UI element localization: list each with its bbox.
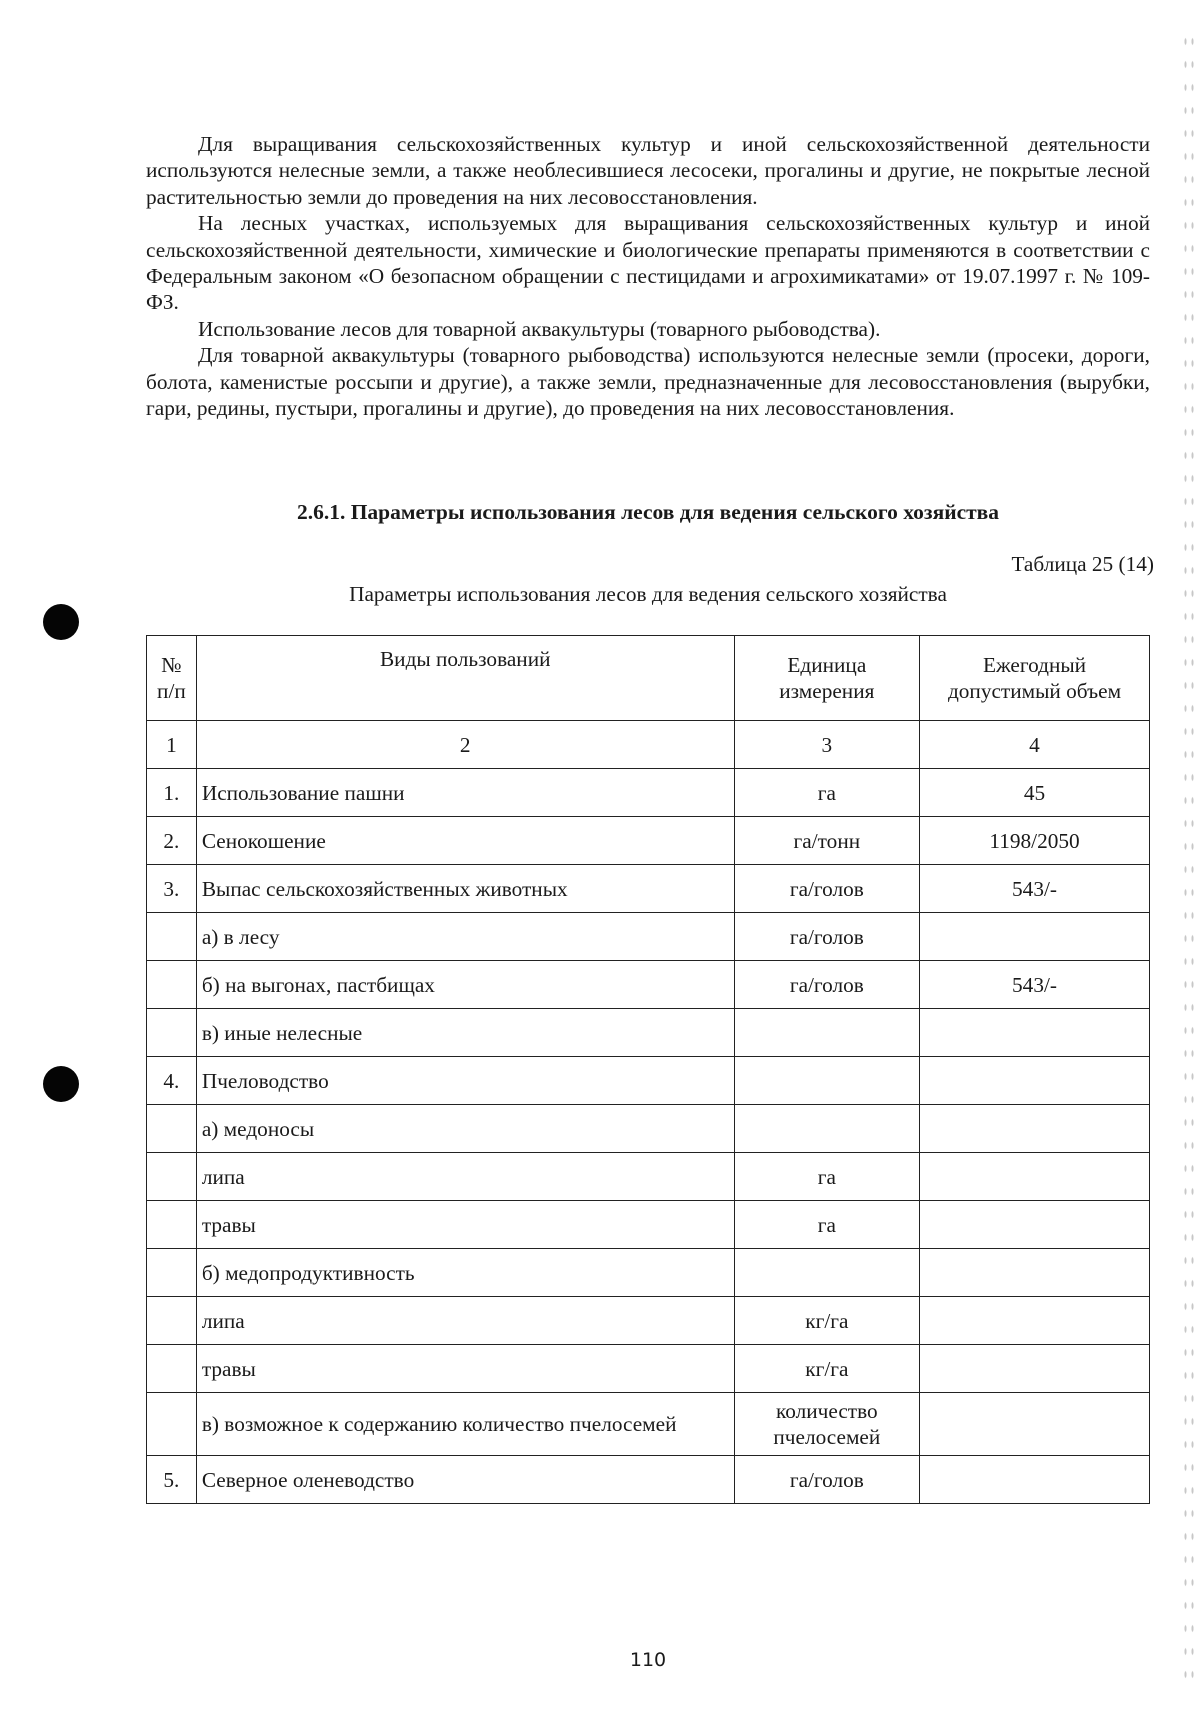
annual-volume	[920, 1393, 1150, 1456]
row-number: 5.	[147, 1456, 197, 1504]
column-number-row	[147, 721, 1150, 769]
header-cell: Ежегодный допустимый объем	[920, 636, 1150, 721]
row-number: 4.	[147, 1057, 197, 1105]
paragraph: На лесных участках, используемых для выращивания сельскохозяйственных культур и иной сельскохозяйственной деятельности, химические и биологические препараты применяются в соответствии с Федеральным законом «О безопасном обращении с пестицидами и агрохимикатами» от 19.07.1997 г. № 109-ФЗ.	[146, 211, 1150, 315]
unit: га/голов	[734, 913, 919, 961]
paragraph: Использование лесов для товарной аквакультуры (товарного рыбоводства).	[198, 316, 881, 341]
annual-volume	[920, 913, 1150, 961]
usage-type: а) медоносы	[196, 1105, 734, 1153]
table-header-row	[147, 636, 1150, 721]
usage-type: Пчеловодство	[196, 1057, 734, 1105]
column-number: 3	[734, 721, 919, 769]
annual-volume	[920, 1201, 1150, 1249]
row-number	[147, 1153, 197, 1201]
table-row	[147, 1201, 1150, 1249]
table-row	[147, 961, 1150, 1009]
row-number	[147, 1009, 197, 1057]
annual-volume	[920, 1249, 1150, 1297]
unit: га/голов	[734, 1456, 919, 1504]
row-number: 2.	[147, 817, 197, 865]
annual-volume	[920, 1105, 1150, 1153]
annual-volume: 543/-	[920, 961, 1150, 1009]
table-row	[147, 1153, 1150, 1201]
annual-volume: 1198/2050	[920, 817, 1150, 865]
usage-type: липа	[196, 1297, 734, 1345]
header-cell: № п/п	[147, 636, 197, 721]
table-row	[147, 1393, 1150, 1456]
table-row	[147, 1105, 1150, 1153]
page-number: 110	[629, 1649, 667, 1671]
table-row	[147, 1345, 1150, 1393]
usage-type: б) на выгонах, пастбищах	[196, 961, 734, 1009]
annual-volume	[920, 1153, 1150, 1201]
row-number	[147, 913, 197, 961]
row-number: 1.	[147, 769, 197, 817]
punch-hole	[43, 604, 79, 640]
table-row	[147, 865, 1150, 913]
usage-type: Использование пашни	[196, 769, 734, 817]
unit: га/голов	[734, 865, 919, 913]
usage-type: травы	[196, 1345, 734, 1393]
header-cell: Виды пользований	[196, 636, 734, 721]
table-row	[147, 769, 1150, 817]
paragraph: Для выращивания сельскохозяйственных культур и иной сельскохозяйственной деятельности используются нелесные земли, а также необлесившиеся лесосеки, прогалины и другие, не покрытые лесной растительностью земли до проведения на них лесовосстановления.	[146, 132, 1150, 209]
annual-volume	[920, 1345, 1150, 1393]
header-cell: Единица измерения	[734, 636, 919, 721]
annual-volume	[920, 1057, 1150, 1105]
usage-type: Сенокошение	[196, 817, 734, 865]
annual-volume	[920, 1009, 1150, 1057]
table-row	[147, 1057, 1150, 1105]
row-number	[147, 1393, 197, 1456]
column-number: 2	[196, 721, 734, 769]
parameters-table	[146, 635, 1150, 1504]
unit: га/голов	[734, 961, 919, 1009]
row-number	[147, 1105, 197, 1153]
column-number: 1	[147, 721, 197, 769]
paragraph: Для товарной аквакультуры (товарного рыбоводства) используются нелесные земли (просеки, дороги, болота, каменистые россыпи и другие), а также земли, предназначенные для лесовосстановления (вырубки, гари, редины, пустыри, прогалины и другие), до проведения на них лесовосстановления.	[146, 343, 1150, 421]
unit: га	[734, 769, 919, 817]
table-row	[147, 1297, 1150, 1345]
table-row	[147, 817, 1150, 865]
annual-volume	[920, 1297, 1150, 1345]
usage-type: а) в лесу	[196, 913, 734, 961]
unit: кг/га	[734, 1297, 919, 1345]
usage-type: в) иные нелесные	[196, 1009, 734, 1057]
table-row	[147, 1249, 1150, 1297]
unit	[734, 1249, 919, 1297]
scan-edge-noise	[1182, 30, 1196, 1680]
unit: кг/га	[734, 1345, 919, 1393]
annual-volume	[920, 1456, 1150, 1504]
table-row	[147, 1009, 1150, 1057]
usage-type: в) возможное к содержанию количество пчелосемей	[196, 1393, 734, 1456]
usage-type: липа	[196, 1153, 734, 1201]
unit: количество пчелосемей	[734, 1393, 919, 1456]
usage-type: б) медопродуктивность	[196, 1249, 734, 1297]
table-row	[147, 1456, 1150, 1504]
row-number	[147, 1345, 197, 1393]
unit	[734, 1009, 919, 1057]
usage-type: травы	[196, 1201, 734, 1249]
annual-volume: 543/-	[920, 865, 1150, 913]
usage-type: Северное оленеводство	[196, 1456, 734, 1504]
section-heading: 2.6.1. Параметры использования лесов для ведения сельского хозяйства	[296, 500, 1000, 524]
usage-type: Выпас сельскохозяйственных животных	[196, 865, 734, 913]
table-number: Таблица 25 (14)	[1011, 552, 1154, 576]
row-number	[147, 961, 197, 1009]
body-text	[146, 131, 1150, 421]
unit: га	[734, 1201, 919, 1249]
unit: га/тонн	[734, 817, 919, 865]
row-number	[147, 1297, 197, 1345]
unit	[734, 1105, 919, 1153]
annual-volume: 45	[920, 769, 1150, 817]
row-number	[147, 1201, 197, 1249]
table-row	[147, 913, 1150, 961]
unit	[734, 1057, 919, 1105]
table-caption: Параметры использования лесов для ведения сельского хозяйства	[349, 582, 947, 606]
unit: га	[734, 1153, 919, 1201]
punch-hole	[43, 1066, 79, 1102]
column-number: 4	[920, 721, 1150, 769]
row-number: 3.	[147, 865, 197, 913]
row-number	[147, 1249, 197, 1297]
